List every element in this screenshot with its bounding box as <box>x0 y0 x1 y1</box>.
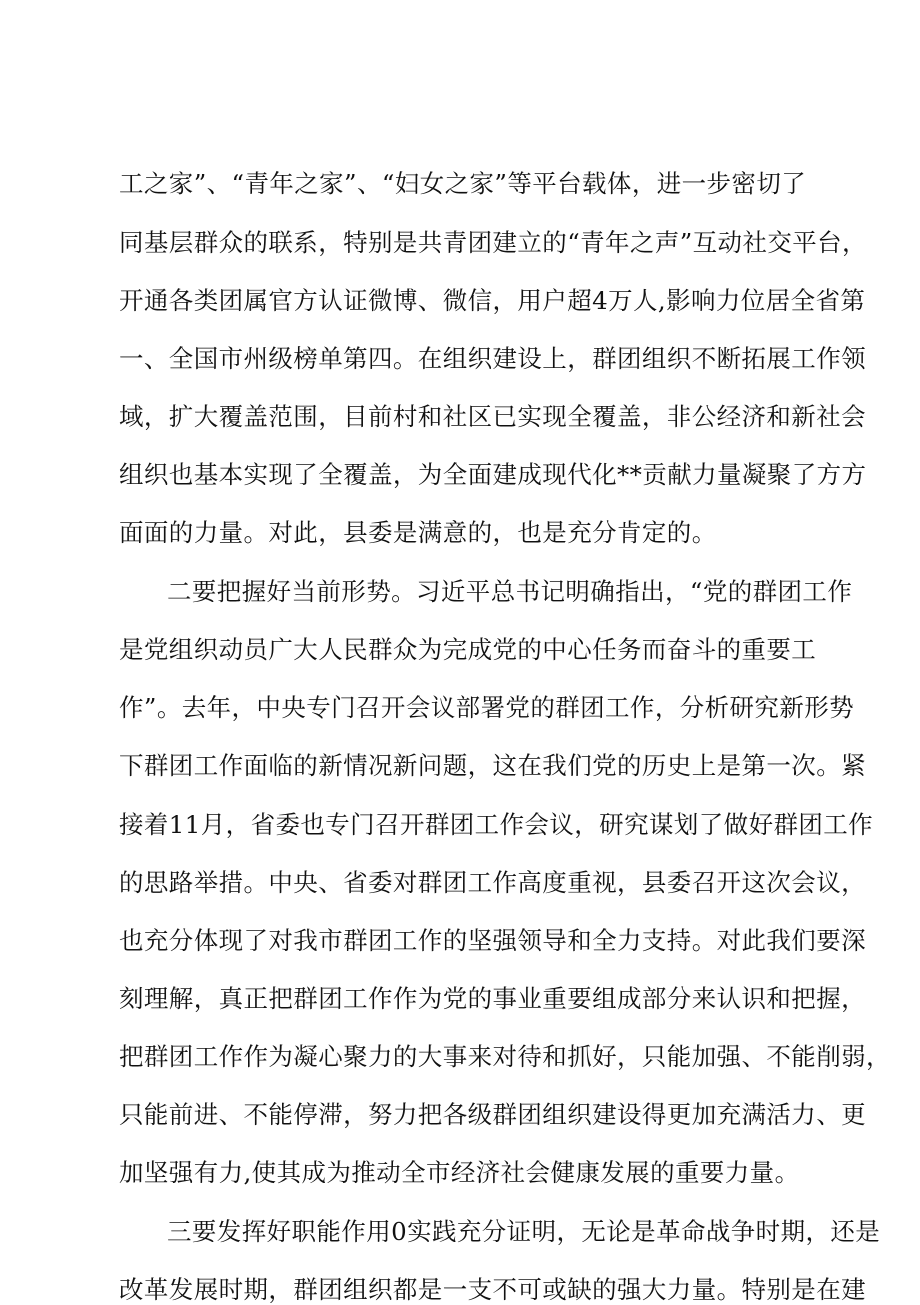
text-line: 组织也基本实现了全覆盖，为全面建成现代化**贡献力量凝聚了方方 <box>119 460 867 489</box>
paragraph-first-line: 三要发挥好职能作用0实践充分证明，无论是革命战争时期，还是 <box>167 1217 881 1246</box>
text-line: 域，扩大覆盖范围，目前村和社区已实现全覆盖，非公经济和新社会 <box>119 402 866 431</box>
text-line: 同基层群众的联系，特别是共青团建立的“青年之声”互动社交平台， <box>119 228 867 257</box>
text-line: 开通各类团属官方认证微博、微信，用户超4万人,影响力位居全省第 <box>119 286 866 315</box>
text-line: 加坚强有力,使其成为推动全市经济社会健康发展的重要力量。 <box>119 1158 800 1187</box>
text-line: 也充分体现了对我市群团工作的坚强领导和全力支持。对此我们要深 <box>119 926 866 955</box>
text-line: 工之家”、“青年之家”、“妇女之家”等平台载体，进一步密切了 <box>119 169 807 198</box>
text-line: 接着11月，省委也专门召开群团工作会议，研究谋划了做好群团工作 <box>119 810 874 839</box>
text-line: 只能前进、不能停滞，努力把各级群团组织建设得更加充满活力、更 <box>119 1100 866 1129</box>
paragraph-first-line: 二要把握好当前形势。习近平总书记明确指出，“党的群团工作 <box>167 577 853 606</box>
text-line: 改革发展时期，群团组织都是一支不可或缺的强大力量。特别是在建 <box>119 1275 866 1304</box>
text-line: 一、全国市州级榜单第四。在组织建设上，群团组织不断拓展工作领 <box>119 344 866 373</box>
text-line: 是党组织动员广大人民群众为完成党的中心任务而奋斗的重要工 <box>119 635 817 664</box>
text-line: 下群团工作面临的新情况新问题，这在我们党的历史上是第一次。紧 <box>119 751 866 780</box>
text-line: 面面的力量。对此，县委是满意的，也是充分肯定的。 <box>119 518 717 547</box>
text-line: 作”。去年，中央专门召开会议部署党的群团工作，分析研究新形势 <box>119 693 855 722</box>
text-line: 的思路举措。中央、省委对群团工作高度重视，县委召开这次会议， <box>119 868 866 897</box>
text-line: 把群团工作作为凝心聚力的大事来对待和抓好，只能加强、不能削弱， <box>119 1042 891 1071</box>
text-line: 刻理解，真正把群团工作作为党的事业重要组成部分来认识和把握， <box>119 984 866 1013</box>
